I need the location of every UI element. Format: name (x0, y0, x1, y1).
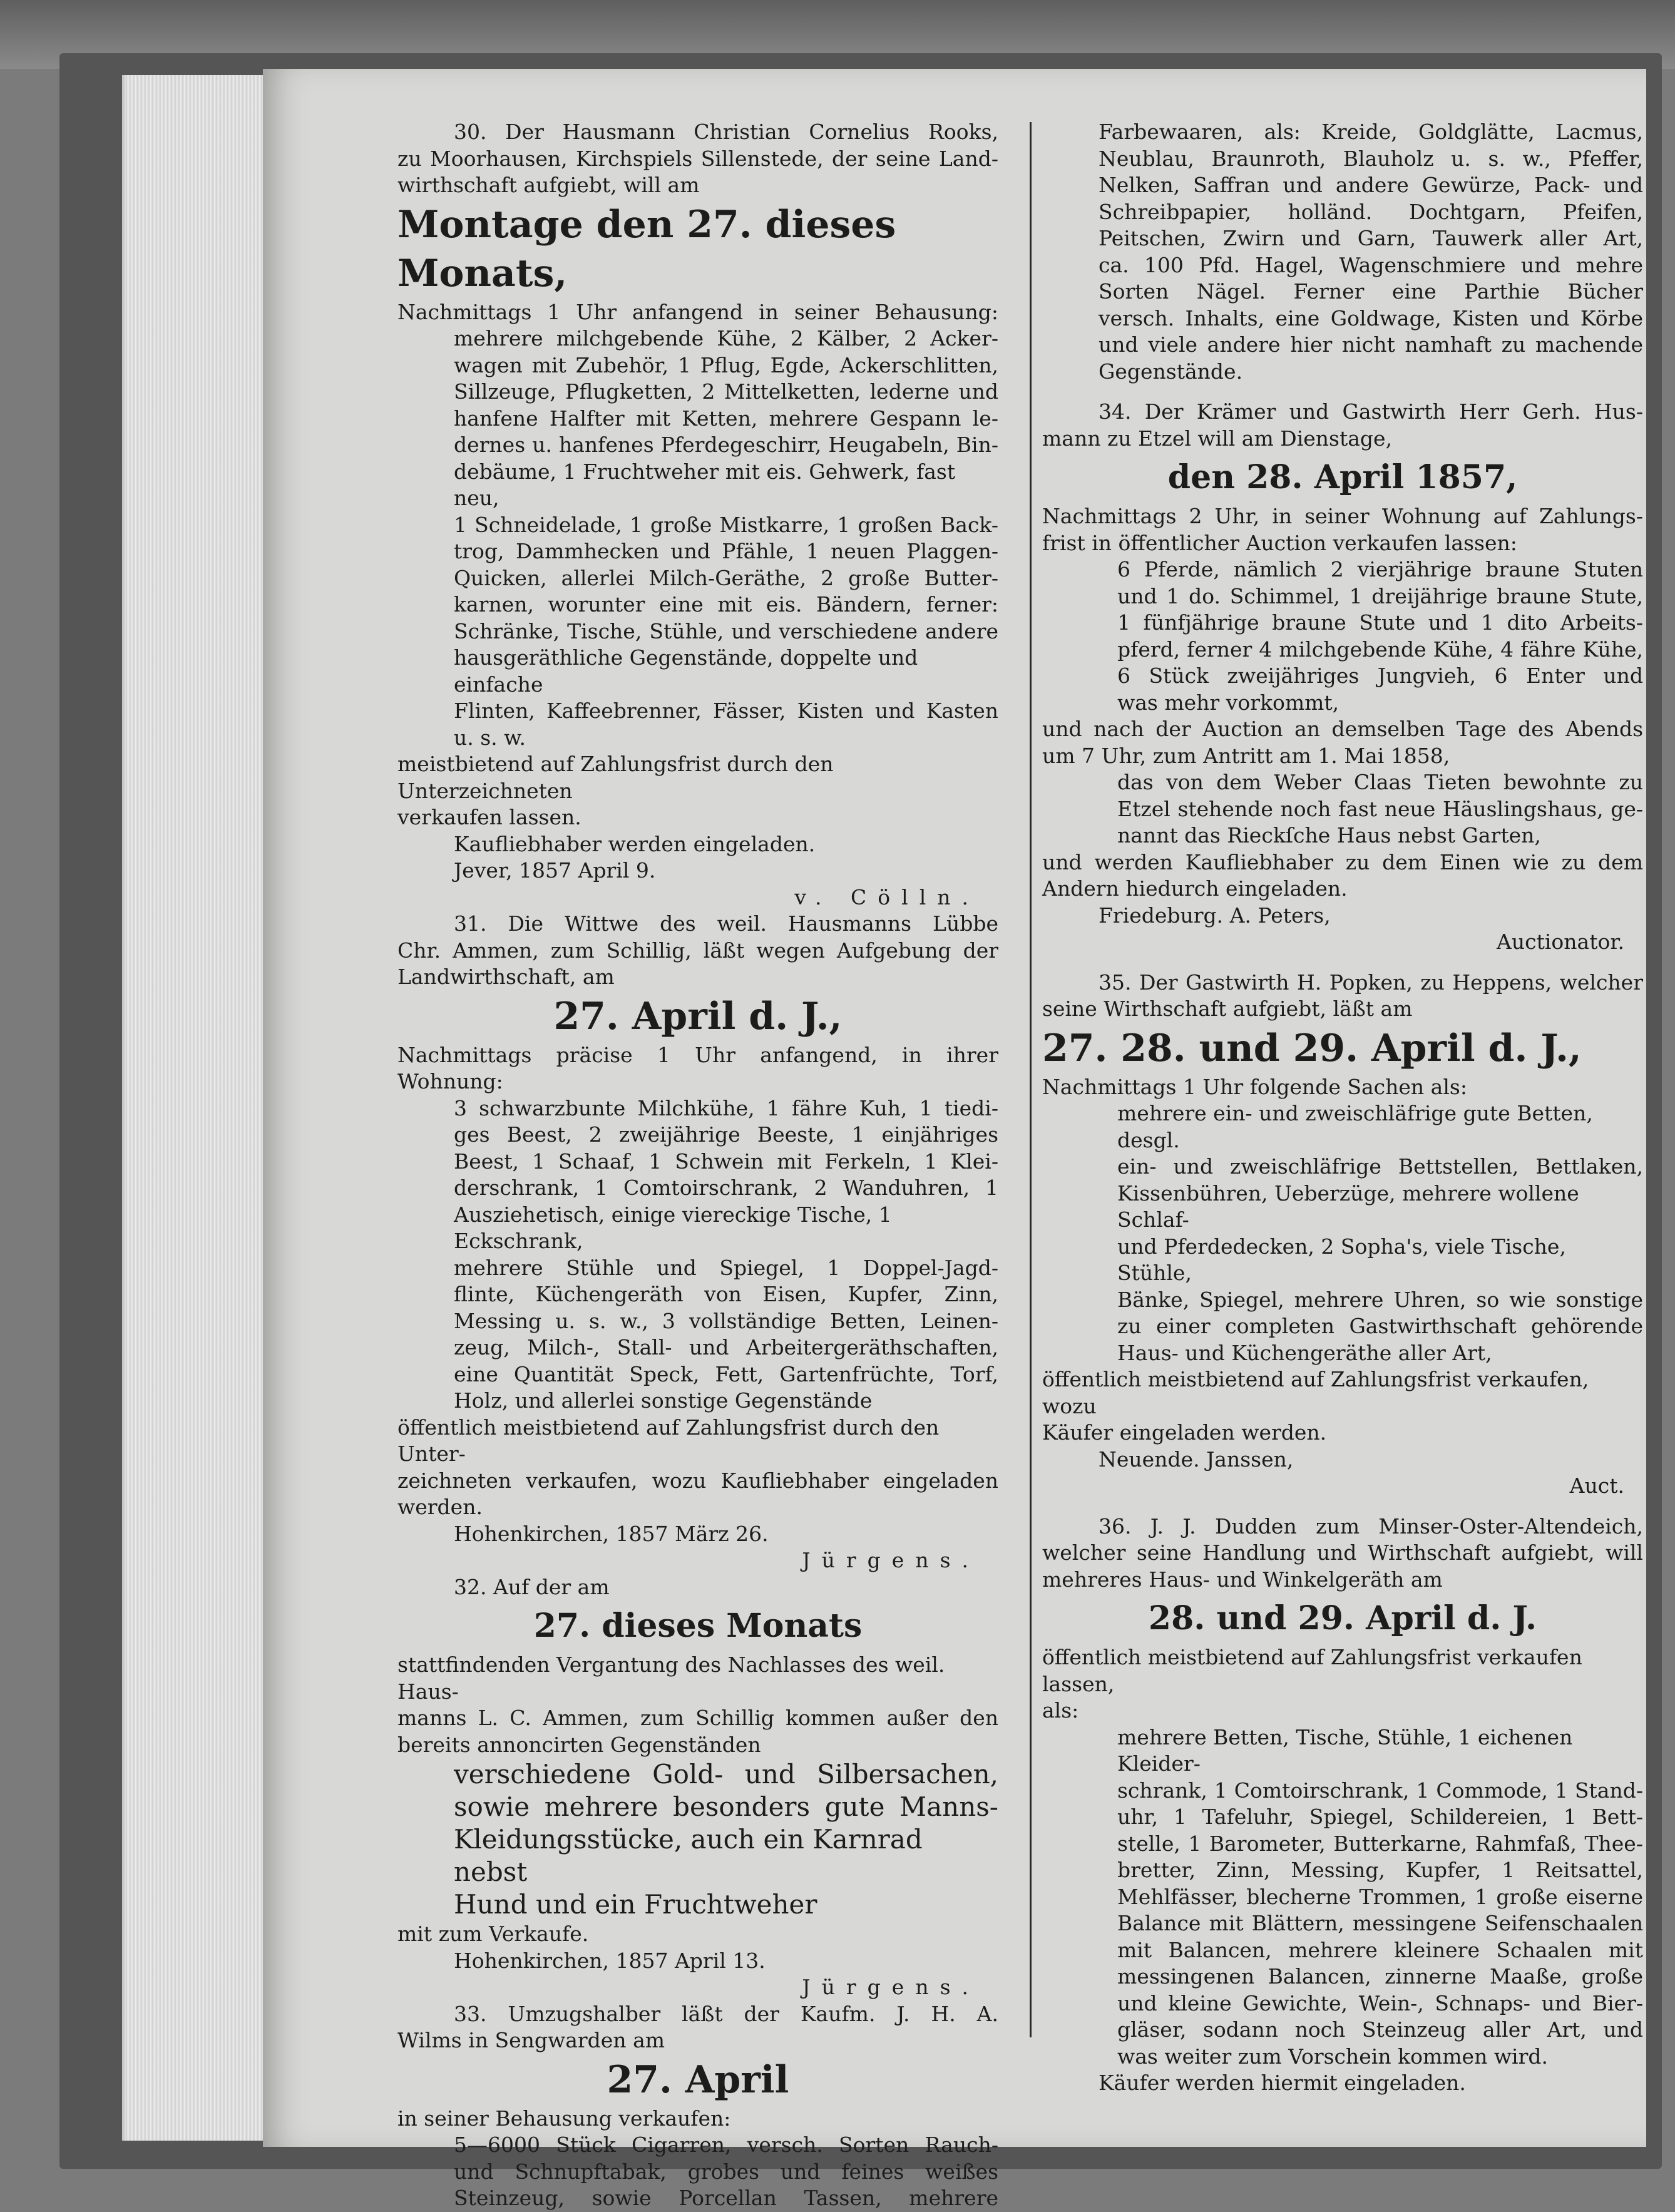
text-line: Jever, 1857 April 9. (454, 858, 656, 883)
text-line: Kissenbühren, Ueberzüge, mehrere wollene Schlaf- (1117, 1180, 1579, 1232)
auction-date-heading: 27. dieses Monats (533, 1607, 863, 1645)
text-line: mehrere Betten, Tische, Stühle, 1 eichenen Kleider- (1117, 1724, 1573, 1776)
text-line: Auctionator. (1497, 929, 1624, 954)
text-line: Käufer werden hiermit eingeladen. (1099, 2071, 1466, 2095)
text-line: als: (1042, 1698, 1079, 1723)
text-line: 32. Auf der am (454, 1574, 610, 1599)
text-line: öffentlich meistbietend auf Zahlungsfrist verkaufen, wozu (1042, 1367, 1589, 1418)
text-line: und 1 do. Schimmel, 1 dreijährige braune Stute, (1117, 583, 1643, 608)
text-line: zu Moorhausen, Kirchspiels Sillenstede, der seine Land- (397, 146, 998, 171)
text-line: werden. (397, 1495, 483, 1519)
text-line: mit Balancen, mehrere kleinere Schaalen mit (1117, 1937, 1643, 1962)
text-line: schrank, 1 Comtoirschrank, 1 Commode, 1 Stand- (1117, 1778, 1643, 1803)
page-edges (122, 75, 269, 2141)
text-line: 6 Pferde, nämlich 2 vierjährige braune Stuten (1117, 557, 1643, 581)
text-line: versch. Inhalts, eine Goldwage, Kisten und Körbe (1099, 305, 1643, 330)
text-line: Bänke, Spiegel, mehrere Uhren, so wie sonstige (1117, 1287, 1643, 1312)
text-line: zu einer completen Gastwirthschaft gehörende (1117, 1314, 1643, 1338)
text-line: öffentlich meistbietend auf Zahlungsfrist verkaufen lassen, (1042, 1645, 1582, 1696)
text-line: v. Cölln. (794, 884, 980, 909)
text-line: Neuende. Janssen, (1099, 1447, 1294, 1472)
text-line: 31. Die Wittwe des weil. Hausmanns Lübbe (454, 911, 998, 936)
text-line: dernes u. hanfenes Pferdegeschirr, Heugabeln, Bin- (454, 433, 998, 457)
text-line: Haus- und Küchengeräthe aller Art, (1117, 1340, 1492, 1365)
text-line: Neublau, Braunroth, Blauholz u. s. w., Pfeffer, (1099, 146, 1643, 171)
text-line: 1 fünfjährige braune Stute und 1 dito Arbeits- (1117, 610, 1643, 635)
text-line: wagen mit Zubehör, 1 Pflug, Egde, Ackerschlitten, (454, 352, 998, 377)
text-line: 30. Der Hausmann Christian Cornelius Rooks, (454, 120, 998, 144)
text-line: Hohenkirchen, 1857 März 26. (454, 1521, 769, 1546)
emphasis-line: verschiedene Gold- und Silbersachen, (454, 1759, 998, 1790)
text-line: seine Wirthschaft aufgiebt, läßt am (1042, 996, 1413, 1021)
emphasis-line: Hund und ein Fruchtweher (454, 1889, 817, 1920)
text-line: mehrere milchgebende Kühe, 2 Kälber, 2 Acker- (454, 326, 998, 351)
column-rule (1030, 122, 1032, 2037)
text-line: ca. 100 Pfd. Hagel, Wagenschmiere und mehre (1099, 252, 1643, 277)
text-line: Landwirthschaft, am (397, 965, 615, 989)
text-line: 5—6000 Stück Cigarren, versch. Sorten Rauch- (454, 2133, 998, 2157)
text-line: frist in öffentlicher Auction verkaufen lassen: (1042, 530, 1517, 555)
text-line: stattfindenden Vergantung des Nachlasses des weil. Haus- (397, 1652, 945, 1704)
auction-date-heading: 27. 28. und 29. April d. J., (1042, 1026, 1582, 1070)
text-line: Käufer eingeladen werden. (1042, 1420, 1327, 1445)
text-line: und kleine Gewichte, Wein-, Schnaps- und Bier- (1117, 1990, 1643, 2015)
text-line: Etzel stehende noch fast neue Häuslingshaus, ge- (1117, 796, 1643, 821)
text-line: und viele andere hier nicht namhaft zu machende (1099, 332, 1643, 357)
text-line: Schreibpapier, holländ. Dochtgarn, Pfeifen, (1099, 199, 1643, 224)
text-line: Peitschen, Zwirn und Garn, Tauwerk aller Art, (1099, 226, 1643, 250)
text-line: Kaufliebhaber werden eingeladen. (454, 831, 816, 856)
text-line: mann zu Etzel will am Dienstage, (1042, 426, 1393, 451)
text-line: in seiner Behausung verkaufen: (397, 2106, 731, 2131)
text-line: mit zum Verkaufe. (397, 1922, 589, 1946)
text-line: um 7 Uhr, zum Antritt am 1. Mai 1858, (1042, 743, 1450, 768)
text-line: Holz, und allerlei sonstige Gegenstände (454, 1388, 873, 1413)
text-line: Quicken, allerlei Milch-Geräthe, 2 große Butter- (454, 565, 998, 590)
text-line: verkaufen lassen. (397, 805, 581, 829)
text-line: was weiter zum Vorschein kommen wird. (1117, 2044, 1549, 2069)
text-line: 36. J. J. Dudden zum Minser-Oster-Altendeich, (1099, 1513, 1643, 1539)
text-line: 6 Stück zweijähriges Jungvieh, 6 Enter und (1117, 663, 1643, 688)
text-line: Sillzeuge, Pflugketten, 2 Mittelketten, lederne und (454, 379, 998, 404)
text-line: flinte, Küchengeräth von Eisen, Kupfer, Zinn, (454, 1282, 998, 1306)
paragraph-spacer (1042, 385, 1643, 399)
text-line: u. s. w. (454, 725, 526, 750)
text-line: bereits annoncirten Gegenständen (397, 1732, 761, 1757)
paragraph-spacer (1042, 956, 1643, 970)
text-line: und Schnupftabak, grobes und feines weißes (454, 2159, 998, 2184)
text-line: Ausziehetisch, einige viereckige Tische, 1 Eckschrank, (454, 1202, 892, 1253)
text-line: Farbewaaren, als: Kreide, Goldglätte, Lacmus, (1099, 120, 1643, 144)
text-line: Chr. Ammen, zum Schillig, läßt wegen Aufgebung der (397, 938, 998, 963)
text-line: zeug, Milch-, Stall- und Arbeitergeräthschaften, (454, 1335, 998, 1359)
text-line: und Pferdedecken, 2 Sopha's, viele Tische, Stühle, (1117, 1234, 1566, 1285)
text-line: bretter, Zinn, Messing, Kupfer, 1 Reitsattel, (1117, 1858, 1643, 1882)
text-line: Mehlfässer, blecherne Trommen, 1 große eiserne (1117, 1884, 1643, 1909)
text-line: Gegenstände. (1099, 359, 1243, 384)
text-line: öffentlich meistbietend auf Zahlungsfrist durch den Unter- (397, 1415, 940, 1466)
text-line: welcher seine Handlung und Wirthschaft aufgiebt, will (1042, 1540, 1643, 1565)
text-line: Nelken, Saffran und andere Gewürze, Pack- und (1099, 173, 1643, 197)
text-line: Nachmittags 1 Uhr folgende Sachen als: (1042, 1074, 1467, 1099)
text-line: stelle, 1 Barometer, Butterkarne, Rahmfaß, Thee- (1117, 1831, 1643, 1856)
text-line: Andern hiedurch eingeladen. (1042, 876, 1348, 901)
text-line: 34. Der Krämer und Gastwirth Herr Gerh. Hus- (1099, 399, 1643, 424)
text-line: Sorten Nägel. Ferner eine Parthie Bücher (1099, 279, 1643, 304)
text-line: hanfene Halfter mit Ketten, mehrere Gespann le- (454, 406, 998, 431)
auction-date-heading: 28. und 29. April d. J. (1148, 1599, 1537, 1637)
text-line: manns L. C. Ammen, zum Schillig kommen außer den (397, 1706, 998, 1730)
text-line: Auct. (1569, 1473, 1624, 1498)
text-line: karnen, worunter eine mit eis. Bändern, ferner: (454, 592, 998, 617)
text-line: Beest, 1 Schaaf, 1 Schwein mit Ferkeln, 1 Klei- (454, 1149, 998, 1174)
emphasis-line: sowie mehrere besonders gute Manns- (454, 1791, 998, 1822)
emphasis-line: Kleidungsstücke, auch ein Karnrad nebst (454, 1824, 923, 1887)
text-line: Friedeburg. A. Peters, (1099, 903, 1331, 928)
text-line: Nachmittags präcise 1 Uhr anfangend, in ihrer (397, 1042, 998, 1067)
text-line: Flinten, Kaffeebrenner, Fässer, Kisten und Kasten (454, 699, 998, 723)
text-line: 33. Umzugshalber läßt der Kaufm. J. H. A. (454, 2001, 998, 2026)
text-line: debäume, 1 Fruchtweher mit eis. Gehwerk, fast neu, (454, 459, 956, 510)
text-line: und nach der Auction an demselben Tage des Abends (1042, 717, 1643, 741)
text-line: Nachmittags 2 Uhr, in seiner Wohnung auf Zahlungs- (1042, 504, 1643, 528)
text-line: ein- und zweischläfrige Bettstellen, Bettlaken, (1117, 1154, 1643, 1179)
text-line: Jürgens. (802, 1975, 980, 1999)
text-line: 3 schwarzbunte Milchkühe, 1 fähre Kuh, 1 tiedi- (454, 1095, 998, 1120)
text-line: nannt das Rieckſche Haus nebst Garten, (1117, 823, 1541, 847)
auction-date-heading: 27. April d. J., (553, 994, 843, 1038)
text-line: meistbietend auf Zahlungsfrist durch den Unterzeichneten (397, 752, 834, 803)
text-line: mehreres Haus- und Winkelgeräth am (1042, 1567, 1443, 1592)
text-line: trog, Dammhecken und Pfähle, 1 neuen Plaggen- (454, 539, 998, 563)
text-line: zeichneten verkaufen, wozu Kaufliebhaber eingeladen (397, 1468, 998, 1493)
left-column (397, 119, 998, 2210)
text-line: wirthschaft aufgiebt, will am (397, 173, 700, 197)
text-line: pferd, ferner 4 milchgebende Kühe, 4 fähre Kühe, (1117, 637, 1643, 662)
text-line: uhr, 1 Tafeluhr, Spiegel, Schildereien, 1 Bett- (1117, 1805, 1643, 1829)
text-line: Jürgens. (802, 1548, 980, 1572)
text-line: mehrere ein- und zweischläfrige gute Betten, desgl. (1117, 1101, 1593, 1152)
text-line: Schränke, Tische, Stühle, und verschiedene andere (454, 618, 998, 643)
text-line: Balance mit Blättern, messingene Seifenschaalen (1117, 1911, 1643, 1935)
text-line: Wilms in Sengwarden am (397, 2028, 665, 2052)
auction-date-heading: den 28. April 1857, (1167, 458, 1518, 496)
text-line: Steinzeug, sowie Porcellan Tassen, mehrere (454, 2186, 998, 2210)
newspaper-page (263, 69, 1646, 2210)
paragraph-spacer (1042, 1500, 1643, 1513)
text-line: Messing u. s. w., 3 vollständige Betten, Leinen- (454, 1308, 998, 1333)
text-line: gläser, sodann noch Steinzeug aller Art, und (1117, 2017, 1643, 2042)
text-line: eine Quantität Speck, Fett, Gartenfrüchte, Torf, (454, 1361, 998, 1386)
text-line: 35. Der Gastwirth H. Popken, zu Heppens, welcher (1099, 970, 1643, 995)
text-line: derschrank, 1 Comtoirschrank, 2 Wanduhren, 1 (454, 1175, 998, 1200)
text-line: 1 Schneidelade, 1 große Mistkarre, 1 großen Back- (454, 512, 998, 537)
right-column (1042, 119, 1643, 2095)
text-line: ges Beest, 2 zweijährige Beeste, 1 einjähriges (454, 1122, 998, 1147)
auction-date-heading: 27. April (607, 2057, 789, 2102)
auction-date-heading: Montage den 27. dieses Monats, (397, 202, 896, 295)
text-line: messingenen Balancen, zinnerne Maaße, große (1117, 1964, 1643, 1989)
text-line: Nachmittags 1 Uhr anfangend in seiner Behausung: (397, 299, 998, 324)
text-line: hausgeräthliche Gegenstände, doppelte und einfache (454, 645, 918, 697)
text-line: was mehr vorkommt, (1117, 690, 1339, 715)
text-line: das von dem Weber Claas Tieten bewohnte zu (1117, 770, 1643, 794)
text-line: Hohenkirchen, 1857 April 13. (454, 1948, 766, 1973)
text-line: mehrere Stühle und Spiegel, 1 Doppel-Jagd- (454, 1255, 998, 1280)
text-line: und werden Kaufliebhaber zu dem Einen wie zu dem (1042, 849, 1643, 874)
text-line: Wohnung: (397, 1069, 503, 1093)
